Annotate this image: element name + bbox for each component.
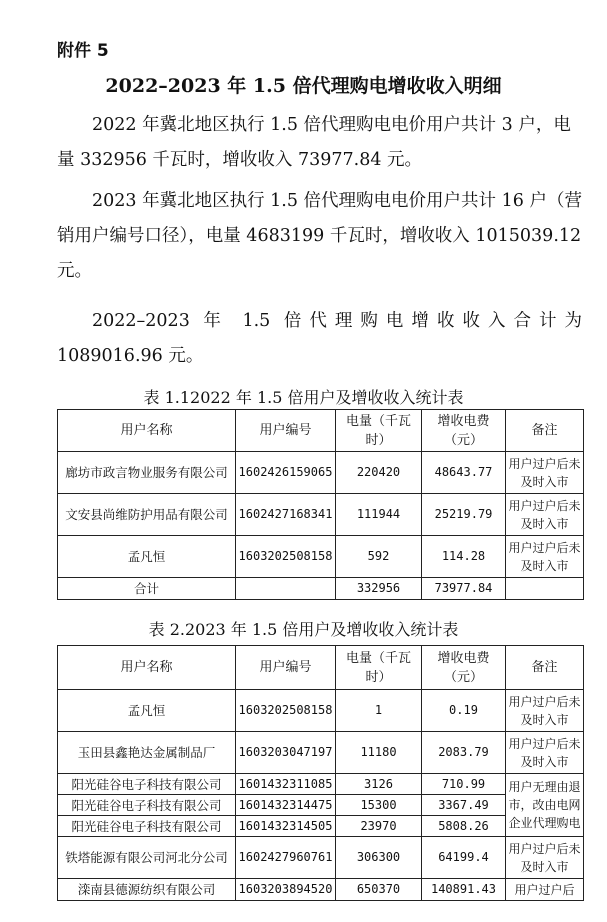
table2-header: 备注: [506, 646, 584, 690]
table-cell: 1601432314475: [236, 795, 336, 816]
table1-header: 电量（千瓦时）: [336, 410, 422, 452]
table2-caption: 表 2.2023 年 1.5 倍用户及增收收入统计表: [148, 620, 459, 639]
table-cell: 3367.49: [422, 795, 506, 816]
table-row: [58, 690, 584, 732]
table-cell: 0.19: [422, 690, 506, 732]
table1-caption: 表 1.12022 年 1.5 倍用户及增收收入统计表: [143, 388, 464, 407]
table-row: [58, 774, 584, 795]
table-row: [58, 816, 584, 837]
table-cell: 文安县尚维防护用品有限公司: [58, 494, 236, 536]
table-cell: 用户过户后未及时入市: [506, 837, 584, 879]
table2-header: 用户编号: [236, 646, 336, 690]
table-cell: 廊坊市政言物业服务有限公司: [58, 452, 236, 494]
table-cell: 1603203894520: [236, 879, 336, 901]
paragraph-2022-text: 2022 年冀北地区执行 1.5 倍代理购电电价用户共计 3 户，电量 332956 千瓦时，增收收入 73977.84 元。: [57, 115, 571, 170]
table-row: [58, 536, 584, 578]
table2-header: 用户名称: [58, 646, 236, 690]
table-cell: [506, 578, 584, 600]
table-cell: [236, 578, 336, 600]
table1-header: 用户编号: [236, 410, 336, 452]
table-cell: 11180: [336, 732, 422, 774]
table-cell: 5808.26: [422, 816, 506, 837]
table1-header: 增收电费（元）: [422, 410, 506, 452]
table-cell: 阳光硅谷电子科技有限公司: [58, 816, 236, 837]
table-cell: 592: [336, 536, 422, 578]
table1-header: 备注: [506, 410, 584, 452]
table-cell: 1: [336, 690, 422, 732]
table-cell: 306300: [336, 837, 422, 879]
table-cell: 1601432314505: [236, 816, 336, 837]
table-cell: 1603203047197: [236, 732, 336, 774]
table-cell: 48643.77: [422, 452, 506, 494]
table-cell: 用户过户后未及时入市: [506, 452, 584, 494]
table-row: [58, 837, 584, 879]
table-cell: 23970: [336, 816, 422, 837]
table-row: [58, 795, 584, 816]
table-cell: 用户过户后未及时入市: [506, 536, 584, 578]
table-row: [58, 879, 584, 901]
table2-header: 电量（千瓦时）: [336, 646, 422, 690]
paragraph-total-line1: 2022–2023 年 1.5 倍代理购电增收收入合计为: [92, 311, 582, 331]
paragraph-2023-text: 2023 年冀北地区执行 1.5 倍代理购电电价用户共计 16 户（营销用户编号口径），电量 4683199 千瓦时，增收收入 1015039.12 元。: [57, 191, 582, 281]
table-cell: 15300: [336, 795, 422, 816]
table-cell: 阳光硅谷电子科技有限公司: [58, 795, 236, 816]
table-cell: 1601432311085: [236, 774, 336, 795]
table-cell: 140891.43: [422, 879, 506, 901]
paragraph-total-line2: 1089016.96 元。: [57, 346, 204, 366]
paragraph-2022: [57, 108, 582, 178]
table-2023: [57, 645, 584, 901]
table-2022: [57, 409, 584, 600]
page-bottom-crop: [0, 906, 607, 922]
total-label: 合计: [58, 578, 236, 600]
table1-header: 用户名称: [58, 410, 236, 452]
attachment-label: 附件 5: [57, 41, 109, 61]
document-title: 2022–2023 年 1.5 倍代理购电增收收入明细: [105, 75, 502, 97]
table1-header-row: [58, 410, 584, 452]
table-cell: 阳光硅谷电子科技有限公司: [58, 774, 236, 795]
paragraph-2023: [57, 184, 582, 289]
table-cell: 铁塔能源有限公司河北分公司: [58, 837, 236, 879]
table-cell: 650370: [336, 879, 422, 901]
table-cell: 25219.79: [422, 494, 506, 536]
table-cell: 220420: [336, 452, 422, 494]
table-cell: 1602427960761: [236, 837, 336, 879]
table-cell: 孟凡恒: [58, 690, 236, 732]
table-cell: 64199.4: [422, 837, 506, 879]
table-row: [58, 732, 584, 774]
table-cell: 111944: [336, 494, 422, 536]
table-cell: 用户过户后未及时入市: [506, 690, 584, 732]
table-cell: 1603202508158: [236, 690, 336, 732]
table-cell: 114.28: [422, 536, 506, 578]
table-cell: 用户过户后: [506, 879, 584, 901]
table-cell: 1602427168341: [236, 494, 336, 536]
table-cell: 3126: [336, 774, 422, 795]
table-cell: 1602426159065: [236, 452, 336, 494]
table1-total-row: [58, 578, 584, 600]
table-cell: 1603202508158: [236, 536, 336, 578]
paragraph-total: [57, 304, 582, 374]
table2-header: 增收电费（元）: [422, 646, 506, 690]
table-cell: 用户过户后未及时入市: [506, 732, 584, 774]
table-cell: 710.99: [422, 774, 506, 795]
table-cell: 用户过户后未及时入市: [506, 494, 584, 536]
table-row: [58, 452, 584, 494]
total-fee: 73977.84: [422, 578, 506, 600]
table-row: [58, 494, 584, 536]
table-cell: 孟凡恒: [58, 536, 236, 578]
table2-header-row: [58, 646, 584, 690]
table-cell: 2083.79: [422, 732, 506, 774]
total-energy: 332956: [336, 578, 422, 600]
table-cell: 玉田县鑫艳达金属制品厂: [58, 732, 236, 774]
table-cell: 滦南县德源纺织有限公司: [58, 879, 236, 901]
merged-remark-cell: 用户无理由退市，改由电网企业代理购电: [506, 774, 584, 837]
